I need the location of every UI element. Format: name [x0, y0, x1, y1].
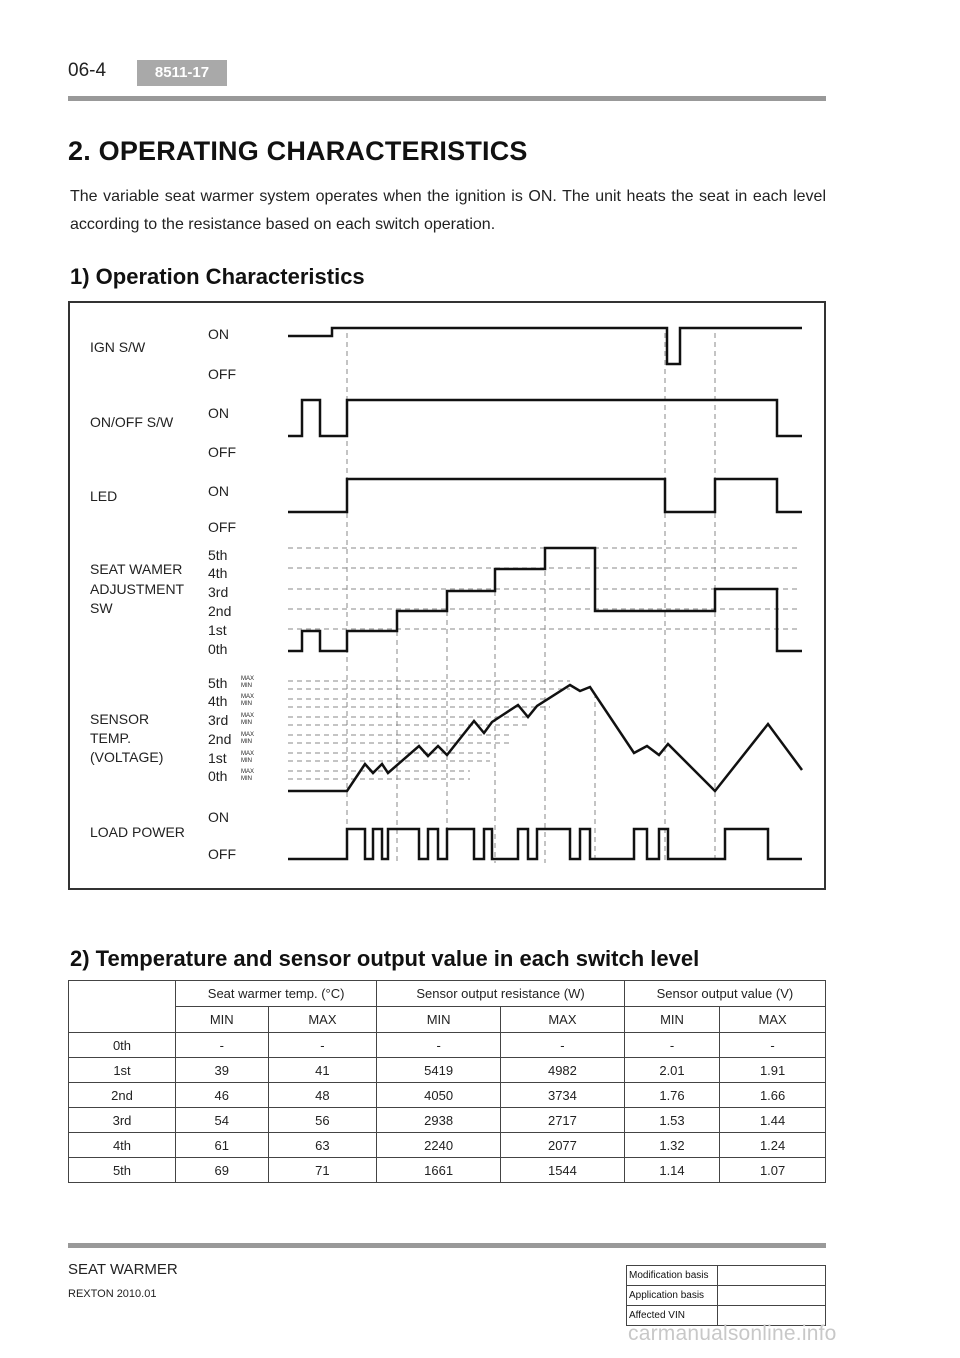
state-label: OFF — [208, 519, 236, 535]
group-header-resistance: Sensor output resistance (W) — [377, 981, 625, 1007]
row-label: TEMP. — [90, 730, 131, 746]
modification-table — [626, 1265, 826, 1326]
state-label: OFF — [208, 846, 236, 862]
mod-value — [718, 1266, 826, 1286]
value-cell: 1.91 — [720, 1058, 826, 1083]
sub-header-cell: MAX — [720, 1007, 826, 1033]
header-rule — [68, 96, 826, 101]
max-mark: MAX — [241, 732, 255, 738]
section-table-title: 2) Temperature and sensor output value in each switch level — [70, 946, 700, 971]
page-title: 2. OPERATING CHARACTERISTICS — [68, 136, 528, 166]
value-cell: - — [501, 1033, 625, 1058]
level-cell: 1st — [69, 1058, 176, 1083]
state-label: ON — [208, 483, 229, 499]
min-mark: MIN — [241, 720, 252, 726]
row-label: ADJUSTMENT — [90, 581, 185, 597]
value-cell: 1.07 — [720, 1158, 826, 1183]
value-cell: - — [176, 1033, 269, 1058]
value-cell: 1.14 — [624, 1158, 719, 1183]
row-labels — [90, 339, 185, 840]
onoff-waveform — [288, 400, 802, 436]
max-mark: MAX — [241, 751, 255, 757]
mod-label: Modification basis — [627, 1266, 718, 1286]
sub-header-cell: MAX — [501, 1007, 625, 1033]
row-label: IGN S/W — [90, 339, 146, 355]
value-cell: 71 — [268, 1158, 377, 1183]
mod-row — [627, 1266, 826, 1286]
value-cell: 69 — [176, 1158, 269, 1183]
value-cell: 2240 — [377, 1133, 501, 1158]
value-cell: 1661 — [377, 1158, 501, 1183]
table-sub-header-row — [69, 1007, 826, 1033]
value-cell: 1.53 — [624, 1108, 719, 1133]
manual-code-badge: 8511-17 — [137, 60, 227, 86]
value-cell: 2717 — [501, 1108, 625, 1133]
dashed-guides — [288, 333, 800, 863]
ign-waveform — [288, 328, 802, 364]
value-cell: 1.76 — [624, 1083, 719, 1108]
mod-row — [627, 1286, 826, 1306]
state-label: ON — [208, 809, 229, 825]
min-mark: MIN — [241, 701, 252, 707]
sub-header-cell: MIN — [624, 1007, 719, 1033]
state-label: 2nd — [208, 603, 232, 619]
value-cell: 2938 — [377, 1108, 501, 1133]
table-row — [69, 1108, 826, 1133]
min-mark: MIN — [241, 739, 252, 745]
table-row — [69, 1133, 826, 1158]
state-label: 0th — [208, 641, 228, 657]
state-label: 5th — [208, 675, 228, 691]
intro-paragraph: The variable seat warmer system operates when the ignition is ON. The unit heats the seat in each level according to the resistance based on each switch operation. — [70, 188, 826, 233]
value-cell: 61 — [176, 1133, 269, 1158]
row-label: SEAT WAMER — [90, 561, 183, 577]
value-cell: 2.01 — [624, 1058, 719, 1083]
max-mark: MAX — [241, 713, 255, 719]
value-cell: 63 — [268, 1133, 377, 1158]
table-row — [69, 1058, 826, 1083]
state-label: 3rd — [208, 712, 229, 728]
sub-header-cell: MIN — [176, 1007, 269, 1033]
value-cell: 48 — [268, 1083, 377, 1108]
value-cell: 4050 — [377, 1083, 501, 1108]
timing-diagram-svg — [70, 303, 824, 888]
group-header-voltage: Sensor output value (V) — [624, 981, 825, 1007]
value-cell: 3734 — [501, 1083, 625, 1108]
value-cell: - — [624, 1033, 719, 1058]
row-label: LOAD POWER — [90, 824, 185, 840]
value-cell: 56 — [268, 1108, 377, 1133]
max-min-marks — [241, 676, 254, 782]
timing-diagram — [68, 301, 826, 890]
min-mark: MIN — [241, 758, 252, 764]
level-cell: 0th — [69, 1033, 176, 1058]
state-label: 3rd — [208, 584, 229, 600]
switch-level-table — [68, 980, 826, 1183]
mod-label: Application basis — [627, 1286, 718, 1306]
footer-model: REXTON 2010.01 — [68, 1288, 157, 1300]
value-cell: 1.44 — [720, 1108, 826, 1133]
state-label: 4th — [208, 693, 228, 709]
sub-header-cell: MIN — [377, 1007, 501, 1033]
row-label: (VOLTAGE) — [90, 749, 164, 765]
value-cell: 2077 — [501, 1133, 625, 1158]
max-mark: MAX — [241, 676, 255, 682]
table-row — [69, 1158, 826, 1183]
group-header-temp: Seat warmer temp. (°C) — [176, 981, 377, 1007]
value-cell: - — [268, 1033, 377, 1058]
table-row — [69, 1033, 826, 1058]
led-waveform — [288, 479, 802, 512]
state-label: 0th — [208, 768, 228, 784]
section-operation-title: 1) Operation Characteristics — [70, 264, 365, 289]
state-label: 2nd — [208, 731, 232, 747]
value-cell: 4982 — [501, 1058, 625, 1083]
state-label: 1st — [208, 622, 227, 638]
value-cell: 1.66 — [720, 1083, 826, 1108]
row-label: LED — [90, 488, 118, 504]
footer-rule — [68, 1243, 826, 1248]
table-row — [69, 1083, 826, 1108]
value-cell: - — [720, 1033, 826, 1058]
row-label: ON/OFF S/W — [90, 414, 174, 430]
mod-label: Affected VIN — [627, 1306, 718, 1326]
value-cell: 5419 — [377, 1058, 501, 1083]
state-label: 5th — [208, 547, 228, 563]
level-cell: 5th — [69, 1158, 176, 1183]
min-mark: MIN — [241, 776, 252, 782]
value-cell: 54 — [176, 1108, 269, 1133]
level-cell: 3rd — [69, 1108, 176, 1133]
state-label: 1st — [208, 750, 227, 766]
value-cell: 1.24 — [720, 1133, 826, 1158]
value-cell: 46 — [176, 1083, 269, 1108]
table-group-header-row — [69, 981, 826, 1007]
value-cell: 39 — [176, 1058, 269, 1083]
page-number: 06-4 — [68, 60, 107, 81]
row-label: SENSOR — [90, 711, 150, 727]
max-mark: MAX — [241, 769, 255, 775]
state-label: ON — [208, 326, 229, 342]
state-labels — [208, 326, 236, 862]
state-label: OFF — [208, 366, 236, 382]
state-label: 4th — [208, 565, 228, 581]
min-mark: MIN — [241, 683, 252, 689]
level-cell: 2nd — [69, 1083, 176, 1108]
state-label: ON — [208, 405, 229, 421]
value-cell: 41 — [268, 1058, 377, 1083]
value-cell: 1.32 — [624, 1133, 719, 1158]
value-cell: 1544 — [501, 1158, 625, 1183]
row-label: SW — [90, 600, 113, 616]
level-cell: 4th — [69, 1133, 176, 1158]
max-mark: MAX — [241, 694, 255, 700]
mod-value — [718, 1286, 826, 1306]
table-corner-cell — [69, 981, 176, 1033]
sub-header-cell: MAX — [268, 1007, 377, 1033]
footer-section-name: SEAT WARMER — [68, 1261, 178, 1278]
state-label: OFF — [208, 444, 236, 460]
value-cell: - — [377, 1033, 501, 1058]
watermark: carmanualsonline.info — [628, 1322, 837, 1345]
